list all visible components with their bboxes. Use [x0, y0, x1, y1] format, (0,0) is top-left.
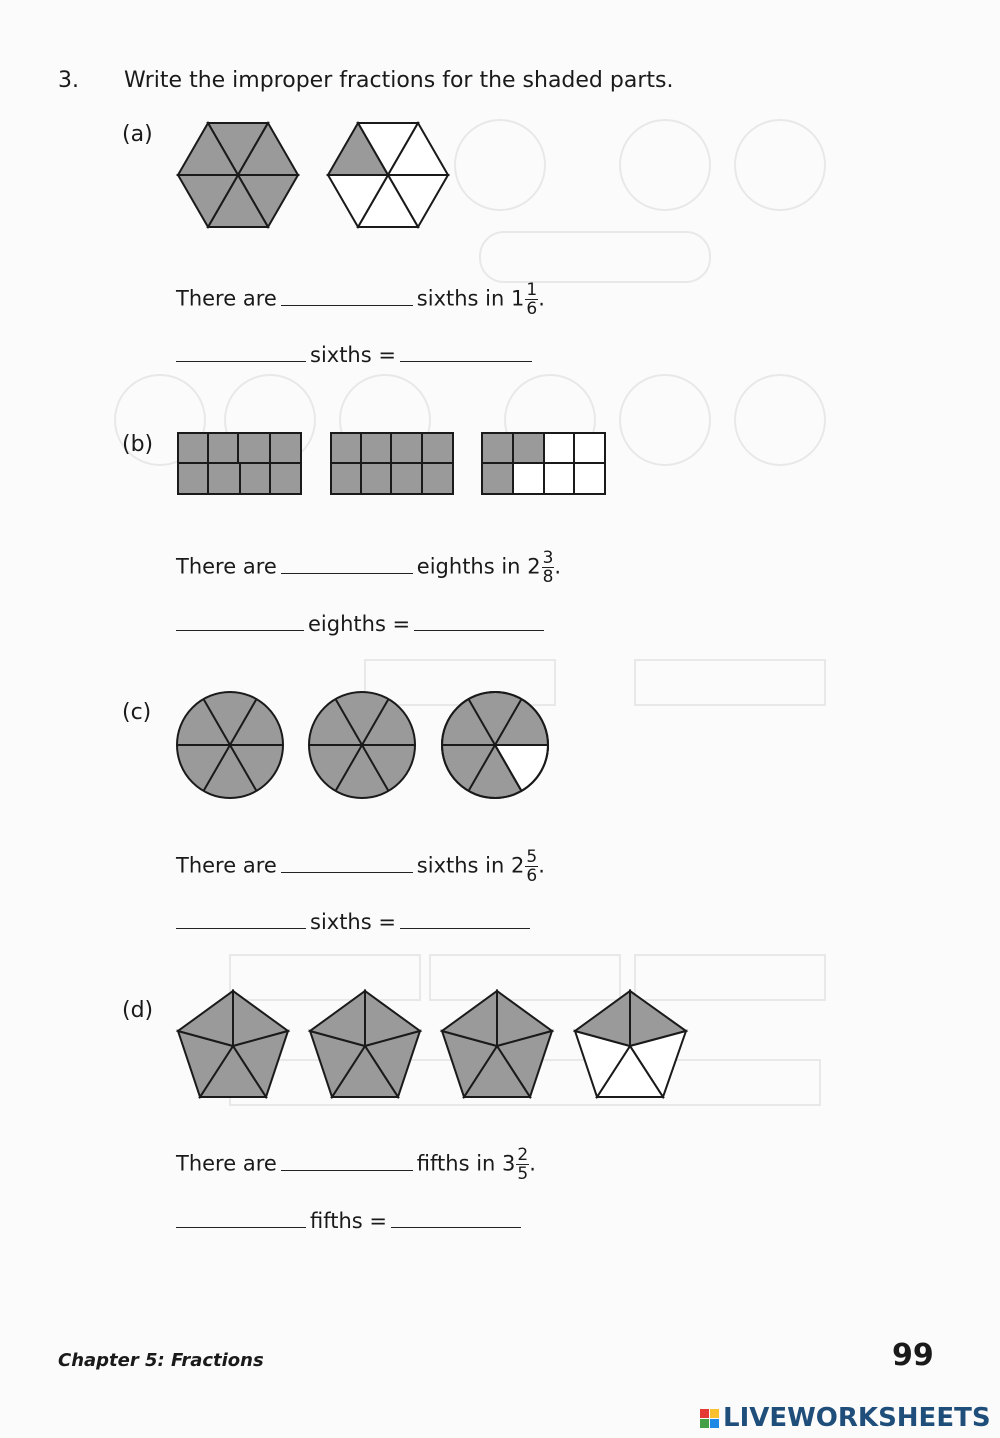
part-c-unit-2: sixths =	[310, 910, 396, 934]
liveworksheets-brand	[700, 1403, 991, 1433]
page-number: 99	[892, 1338, 934, 1373]
pentagon-3	[442, 991, 552, 1097]
part-d-unit-2: fifths =	[310, 1209, 388, 1233]
part-b-unit: eighths in	[416, 554, 521, 579]
part-c-unit: sixths in	[416, 853, 505, 878]
part-d-line-2	[176, 1207, 525, 1233]
part-b-mixed-denominator: 8	[542, 567, 554, 587]
part-b-label: (b)	[122, 432, 154, 457]
part-d-prefix: There are	[176, 1151, 277, 1176]
part-a-period: .	[538, 286, 545, 311]
pentagon-1	[178, 991, 288, 1097]
part-d-answer-count[interactable]	[281, 1150, 413, 1171]
part-c-label: (c)	[122, 700, 152, 725]
brand-name: LIVEWORKSHEETS	[723, 1403, 991, 1433]
liveworksheets-logo-icon	[700, 1409, 719, 1428]
part-a-mixed-denominator: 6	[526, 299, 538, 319]
part-d-period: .	[529, 1151, 536, 1176]
part-b-prefix: There are	[176, 554, 277, 579]
part-a-prefix: There are	[176, 286, 277, 311]
part-d-mixed-denominator: 5	[517, 1164, 529, 1184]
part-d-label: (d)	[122, 998, 154, 1023]
part-d-unit: fifths in	[416, 1151, 496, 1176]
part-c-mixed-numerator: 5	[526, 847, 538, 867]
part-d-answer-fraction[interactable]	[391, 1207, 521, 1228]
part-a-mixed-whole: 1	[511, 286, 525, 311]
part-a-mixed-numerator: 1	[526, 280, 538, 300]
part-b-mixed-whole: 2	[527, 554, 541, 579]
pentagon-2	[310, 991, 420, 1097]
part-c-mixed-denominator: 6	[526, 866, 538, 886]
part-b-mixed-numerator: 3	[542, 548, 554, 568]
question-instruction: Write the improper fractions for the shaded parts.	[124, 68, 674, 93]
part-a-unit-2: sixths =	[310, 343, 396, 367]
part-c-prefix: There are	[176, 853, 277, 878]
pentagon-4	[575, 991, 686, 1097]
part-a-label: (a)	[122, 122, 153, 147]
question-number: 3.	[58, 68, 79, 93]
part-d-mixed-numerator: 2	[517, 1145, 529, 1165]
part-d-answer-fifths[interactable]	[176, 1207, 306, 1228]
part-d-mixed-fraction	[516, 1146, 529, 1183]
part-d-line-1	[176, 1146, 536, 1183]
part-d-mixed-whole: 3	[502, 1151, 516, 1176]
chapter-footer: Chapter 5: Fractions	[58, 1350, 264, 1371]
part-c-period: .	[538, 853, 545, 878]
part-b-unit-2: eighths =	[308, 612, 411, 636]
part-b-period: .	[554, 554, 562, 579]
part-a-unit: sixths in	[416, 286, 505, 311]
part-c-mixed-whole: 2	[511, 853, 525, 878]
